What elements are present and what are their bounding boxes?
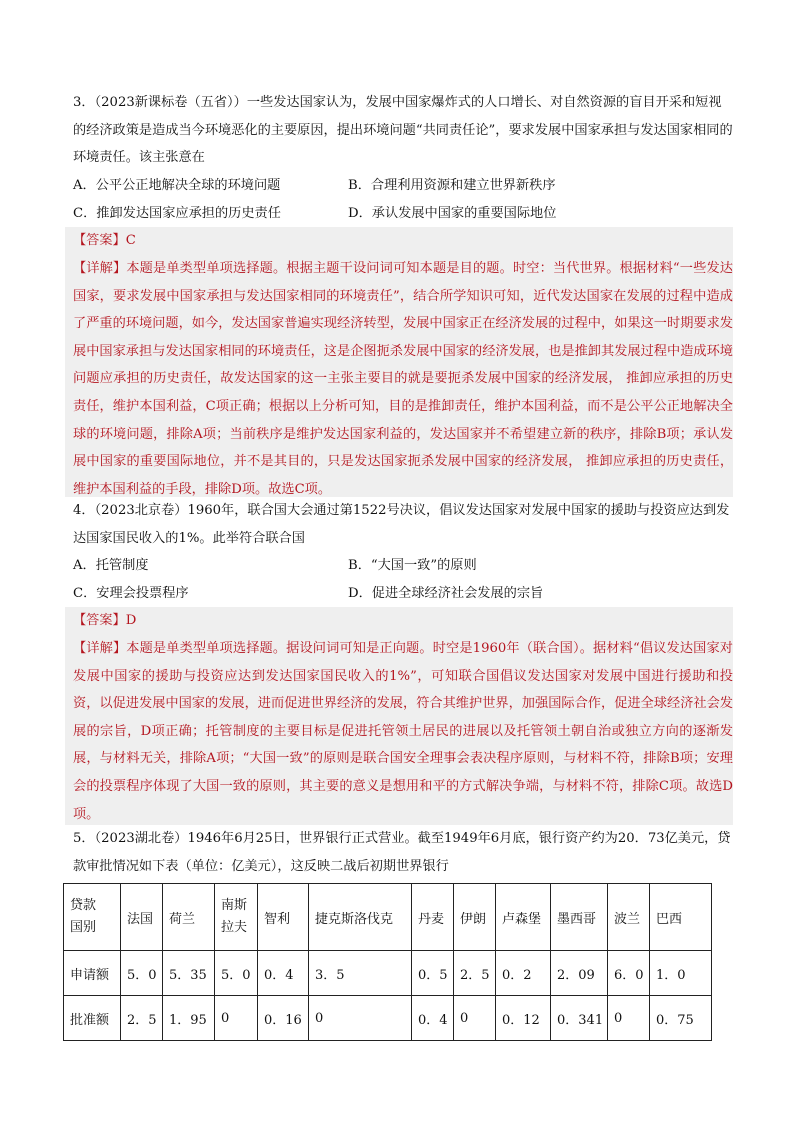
loan-table bbox=[63, 883, 712, 1041]
table-cell: 3．5 bbox=[309, 951, 412, 996]
table-cell: 0 bbox=[309, 996, 412, 1041]
table-cell: 0．12 bbox=[496, 996, 551, 1041]
country-header: 墨西哥 bbox=[551, 884, 608, 951]
corner-line-1: 贷款 bbox=[70, 898, 97, 913]
country-header: 巴西 bbox=[650, 884, 712, 951]
corner-line-2: 国别 bbox=[70, 920, 97, 935]
country-header: 捷克斯洛伐克 bbox=[309, 884, 412, 951]
q4-answer: 【答案】D bbox=[65, 607, 733, 635]
table-cell: 0．16 bbox=[258, 996, 309, 1041]
country-header: 波兰 bbox=[608, 884, 650, 951]
q3-answer: 【答案】C bbox=[65, 227, 733, 255]
q4-detail: 【详解】本题是单类型单项选择题。据设问词可知是正向题。时空是1960年（联合国）。据材料“倡议发达国家对发展中国家的援助与投资应达到发达国家国民收入的1%”，可知联合国倡议发达国家对发展中国进行援助和投资，以促进发展中国家的发展，进而促进世界经济的发展，符合其维护世界，加强国际合作，促进全球经济社会发展的宗旨，D项正确；托管制度的主要目标是促进托管领土居民的进展以及托管领土朝自治或独立方向的逐渐发展，与材料无关，排除A项；“大国一致”的原则是联合国安全理事会表决程序原则，与材料不符，排除B项；安理会的投票程序体现了大国一致的原则，其主要的意义是想用和平的方式解决争端，与材料不符，排除C项。故选D项。 bbox=[65, 635, 733, 825]
table-cell: 5．35 bbox=[163, 951, 215, 996]
q3-option-d: D．承认发展中国家的重要国际地位 bbox=[348, 205, 557, 221]
table-cell: 2．5 bbox=[121, 996, 163, 1041]
table-row-approved bbox=[64, 996, 712, 1041]
table-cell: 0 bbox=[608, 996, 650, 1041]
table-cell: 5．0 bbox=[215, 951, 258, 996]
table-cell: 5．0 bbox=[121, 951, 163, 996]
table-cell: 1．95 bbox=[163, 996, 215, 1041]
table-cell: 0 bbox=[454, 996, 496, 1041]
table-cell: 0．4 bbox=[412, 996, 454, 1041]
row-label: 批准额 bbox=[64, 996, 121, 1041]
country-header: 法国 bbox=[121, 884, 163, 951]
table-cell: 0．2 bbox=[496, 951, 551, 996]
country-header: 伊朗 bbox=[454, 884, 496, 951]
country-header: 智利 bbox=[258, 884, 309, 951]
table-cell: 0．5 bbox=[412, 951, 454, 996]
table-cell: 6．0 bbox=[608, 951, 650, 996]
question-3-stem: 3．（2023新课标卷（五省））一些发达国家认为，发展中国家爆炸式的人口增长、对自然资源的盲目开采和短视的经济政策是造成当今环境恶化的主要原因，提出环境问题“共同责任论”，要求发展中国家承担与发达国家相同的环境责任。该主张意在 bbox=[73, 95, 733, 165]
q3-option-c: C．推卸发达国家应承担的历史责任 bbox=[73, 205, 281, 221]
table-cell: 0．4 bbox=[258, 951, 309, 996]
country-header: 卢森堡 bbox=[496, 884, 551, 951]
q4-option-b: B．“大国一致”的原则 bbox=[348, 558, 477, 573]
q4-option-a: A．托管制度 bbox=[73, 558, 149, 573]
table-row-applied bbox=[64, 951, 712, 996]
country-header: 丹麦 bbox=[412, 884, 454, 951]
table-cell: 2．09 bbox=[551, 951, 608, 996]
country-header: 南斯拉夫 bbox=[215, 884, 258, 951]
table-cell: 2．5 bbox=[454, 951, 496, 996]
table-header-row bbox=[64, 884, 712, 951]
question-5-stem: 5．（2023湖北卷）1946年6月25日，世界银行正式营业。截至1949年6月底，银行资产约为20．73亿美元，贷款审批情况如下表（单位：亿美元），这反映二战后初期世界银行 bbox=[73, 831, 731, 874]
q4-option-c: C．安理会投票程序 bbox=[73, 585, 189, 601]
q3-option-b: B．合理利用资源和建立世界新秩序 bbox=[348, 178, 556, 193]
table-corner-cell bbox=[64, 884, 121, 951]
question-4-options bbox=[73, 552, 733, 607]
country-header: 荷兰 bbox=[163, 884, 215, 951]
table-cell: 0．341 bbox=[551, 996, 608, 1041]
table-cell: 0．75 bbox=[650, 996, 712, 1041]
table-cell: 0 bbox=[215, 996, 258, 1041]
question-3-options bbox=[73, 172, 733, 227]
q3-detail: 【详解】本题是单类型单项选择题。根据主题干设问词可知本题是目的题。时空：当代世界。根据材料“一些发达国家，要求发展中国家承担与发达国家相同的环境责任”，结合所学知识可知，近代发达国家在发展的过程中造成了严重的环境问题，如今，发达国家普遍实现经济转型，发展中国家正在经济发展的过程中，如果这一时期要求发展中国家承担与发达国家相同的环境责任，这是企图扼杀发展中国家的经济发展，也是推卸其发展过程中造成环境问题应承担的历史责任，故发达国家的这一主张主要目的就是要扼杀发展中国家的经济发展， 推卸应承担的历史责任，维护本国利益，C项正确；根据以上分析可知，目的是推卸责任，维护本国利益，而不是公平公正地解决全球的环境问题，排除A项；当前秩序是维护发达国家利益的，发达国家并不希望建立新的秩序，排除B项；承认发展中国家的重要国际地位，并不是其目的，只是发达国家扼杀发展中国家的经济发展， 推卸应承担的历史责任，维护本国利益的手段，排除D项。故选C项。 bbox=[65, 255, 733, 497]
q3-option-a: A．公平公正地解决全球的环境问题 bbox=[73, 178, 281, 193]
q4-option-d: D．促进全球经济社会发展的宗旨 bbox=[348, 585, 544, 601]
table-cell: 1．0 bbox=[650, 951, 712, 996]
row-label: 申请额 bbox=[64, 951, 121, 996]
question-4-stem: 4．（2023北京卷）1960年，联合国大会通过第1522号决议，倡议发达国家对发展中国家的援助与投资应达到发达国家国民收入的1%。此举符合联合国 bbox=[73, 503, 730, 546]
